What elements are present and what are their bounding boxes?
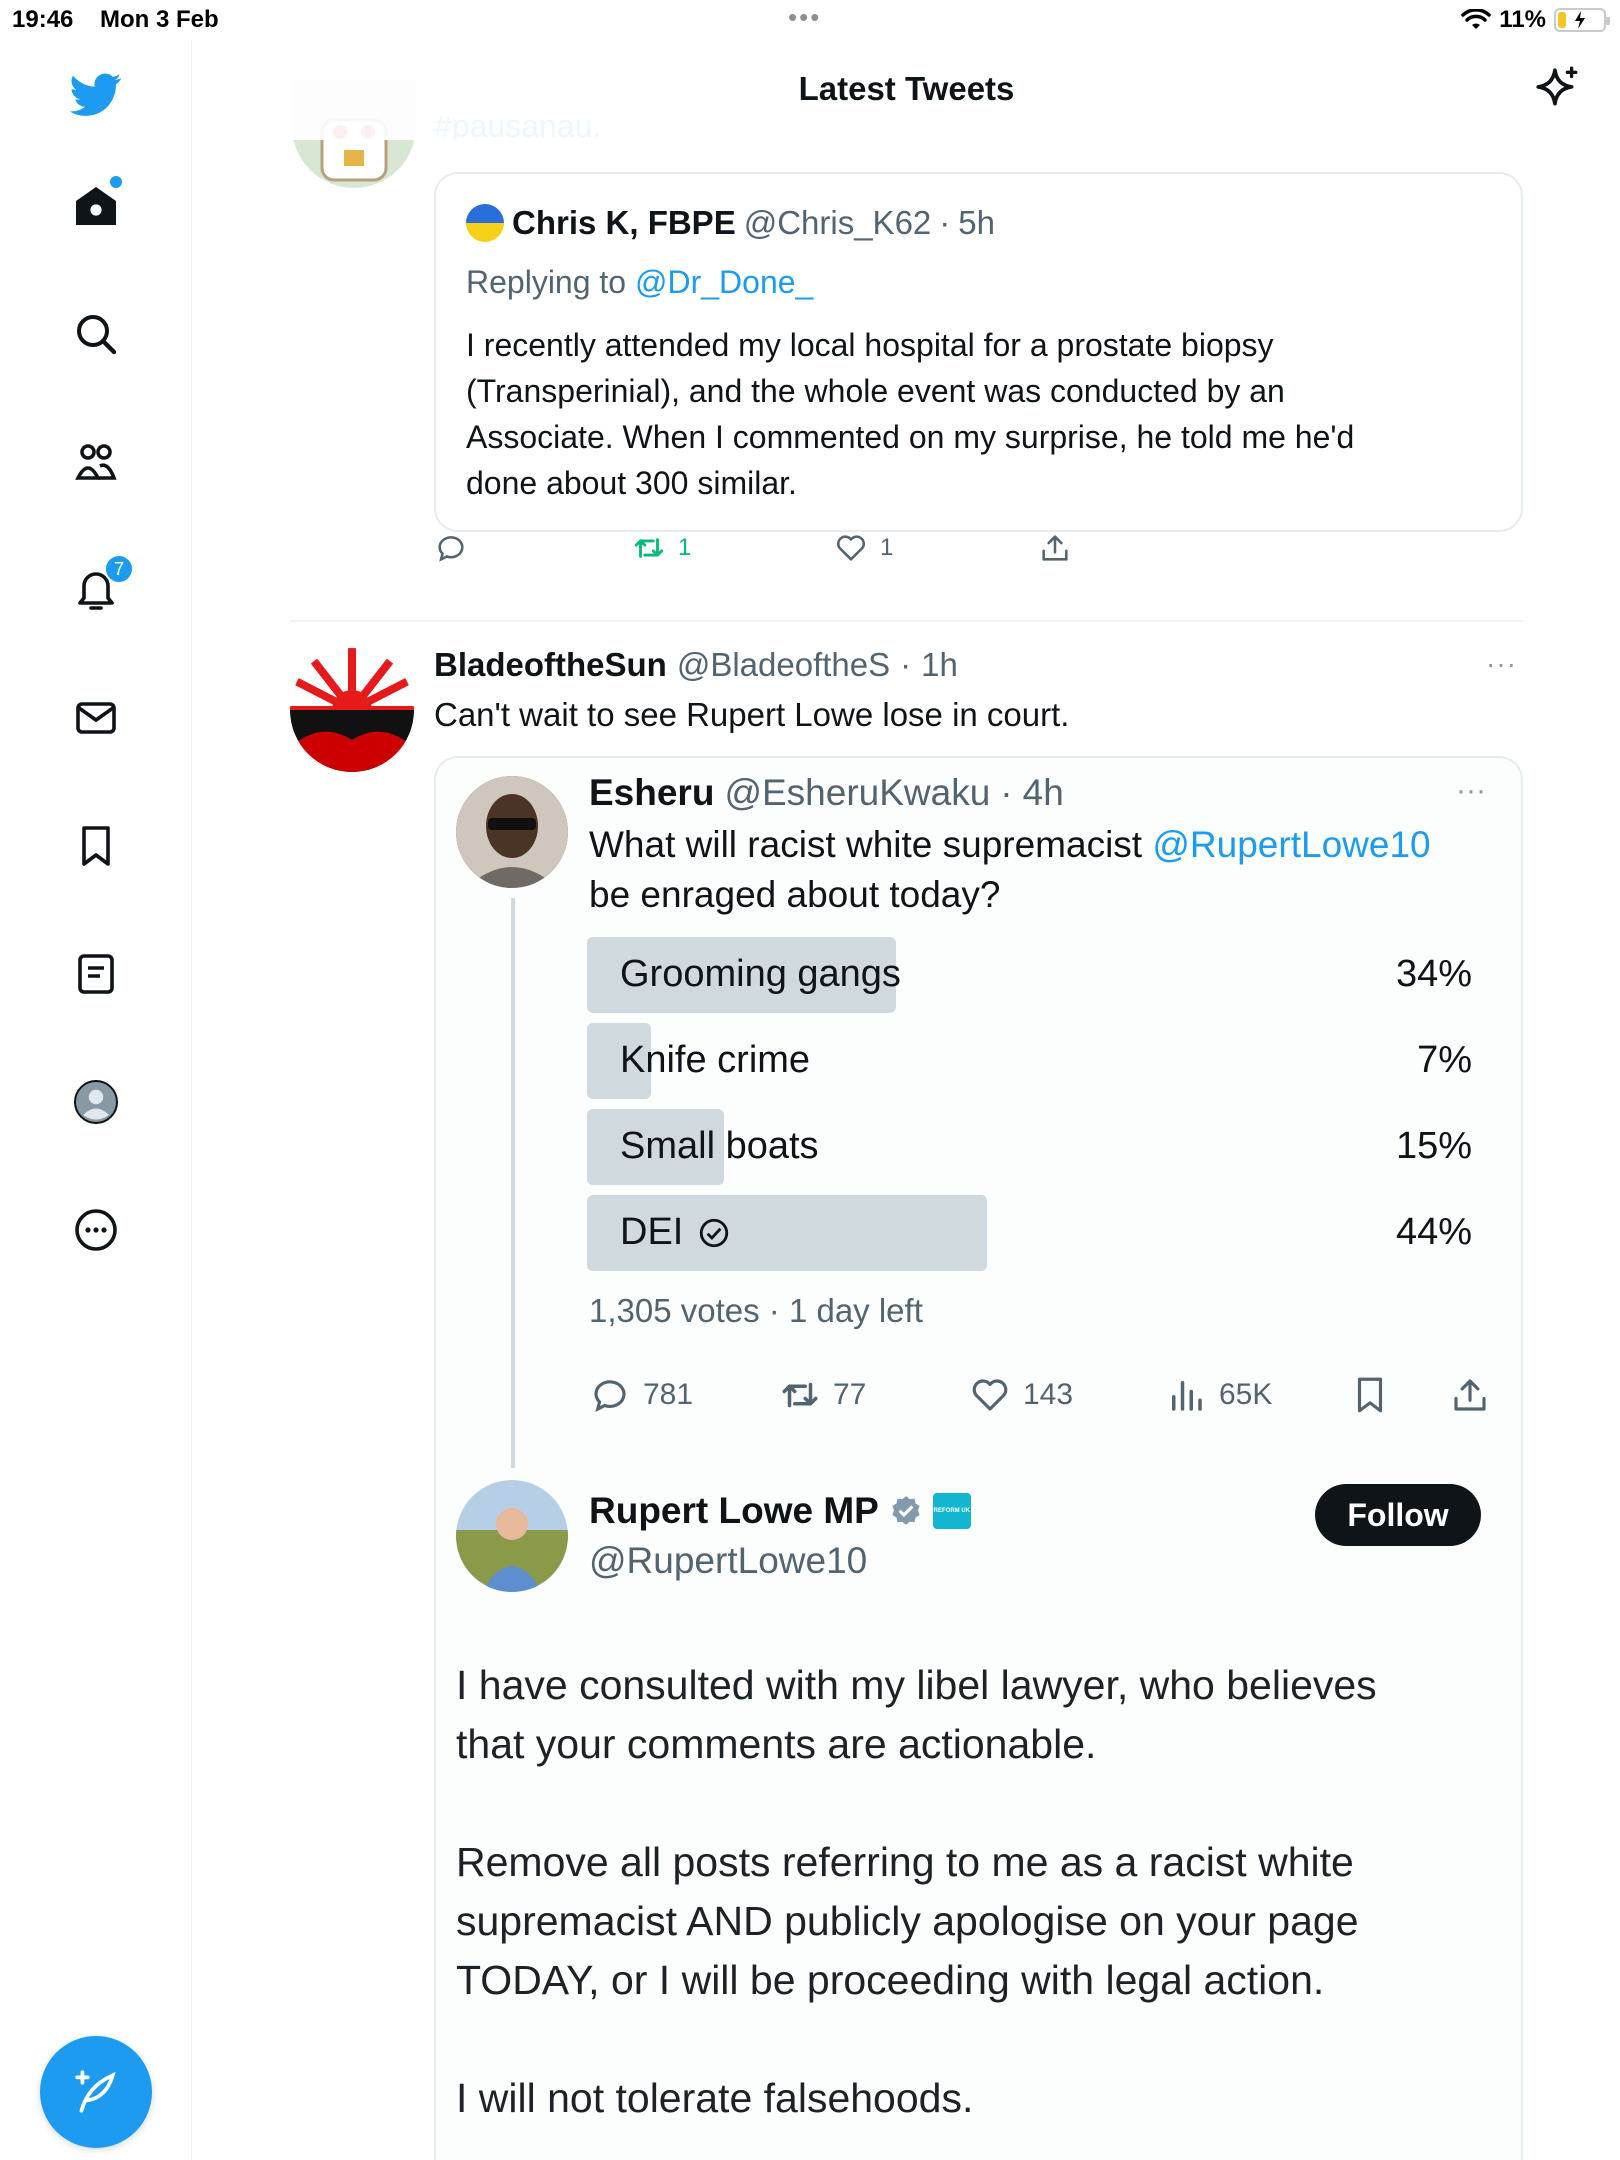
poll-option-label: Small boats (620, 1125, 819, 1167)
tweet2-author-name[interactable]: BladeoftheSun (434, 646, 667, 683)
thread-line (511, 898, 515, 1468)
poll-option-label: Knife crime (620, 1039, 811, 1081)
tweet2-header: BladeoftheSun @BladeoftheS · 1h (434, 646, 958, 683)
poll-option (587, 1195, 1472, 1271)
poll-option-percent: 15% (1395, 1125, 1472, 1167)
reply-button[interactable] (434, 531, 468, 565)
home-icon[interactable] (70, 180, 122, 232)
battery-percent: 11% (1499, 6, 1546, 33)
rupert-header (589, 1490, 971, 1532)
poll-option-percent: 44% (1395, 1211, 1472, 1253)
retweet-icon (632, 531, 666, 565)
esheru-reply: 781 (589, 1374, 693, 1416)
follow-button: Follow (1315, 1484, 1481, 1546)
home-new-dot (110, 176, 122, 188)
tweet2-time: 1h (921, 646, 958, 683)
rupert-text: I have consulted with my libel lawyer, who believes that your comments are actionable. Remove all posts referring to me as a racist white supremacist AND publicly apologise on your page TODAY, or I will be proceeding with legal action. I will not tolerate falsehoods. (456, 1662, 1377, 2121)
esheru-retweet: 77 (779, 1374, 866, 1416)
quote-body: I recently attended my local hospital for a prostate biopsy (Transperinial), and the whole event was conducted by an Associate. When I commented on my surprise, he told me he'd done about 300 similar. (466, 327, 1355, 501)
reform-uk-badge: REFORM UK (933, 1493, 971, 1529)
rupert-avatar (456, 1480, 568, 1592)
poll-option (587, 1109, 1472, 1185)
bookmark-icon (1349, 1374, 1391, 1416)
lists-icon[interactable] (70, 948, 122, 1000)
esheru-header: Esheru @EsheruKwaku · 4h (589, 772, 1064, 813)
profile-avatar-icon[interactable] (70, 1076, 122, 1128)
tweet2-more-options-icon[interactable]: ··· (1486, 648, 1517, 679)
esheru-like: 143 (969, 1374, 1073, 1416)
search-icon[interactable] (70, 308, 122, 360)
poll-option-percent: 34% (1395, 953, 1472, 995)
battery-icon (1554, 8, 1606, 32)
poll-option (587, 1023, 1472, 1099)
esheru-avatar (456, 776, 568, 888)
notifications-bell-icon[interactable] (70, 558, 124, 616)
rupert-name: Rupert Lowe MP (589, 1490, 879, 1531)
poll-option-label: Grooming gangs (620, 953, 901, 995)
reply-icon (589, 1374, 631, 1416)
retweet-button[interactable] (632, 531, 691, 565)
quote-author-handle: @Chris_K62 (743, 204, 932, 241)
page-title: Latest Tweets (798, 70, 1015, 107)
ukraine-flag-avatar-icon (466, 204, 504, 242)
esheru-text: What will racist white supremacist @RupertLowe10 be enraged about today? (589, 824, 1431, 915)
esheru-name: Esheru (589, 772, 715, 813)
status-bar (0, 0, 1620, 40)
esheru-handle: @EsheruKwaku (724, 772, 991, 813)
top-header (193, 40, 1620, 140)
twitter-logo-icon[interactable] (70, 68, 122, 120)
tweet2-author-handle[interactable]: @BladeoftheS (676, 646, 891, 683)
poll-footer: 1,305 votes · 1 day left (589, 1292, 923, 1329)
quote-author-name: Chris K, FBPE (512, 204, 736, 241)
communities-icon[interactable] (70, 436, 122, 488)
reply-icon (434, 531, 468, 565)
tweet-divider (290, 620, 1523, 622)
multitasking-dots-icon[interactable]: ••• (788, 2, 822, 32)
notifications-badge: 7 (104, 554, 134, 584)
heart-icon (834, 531, 868, 565)
more-options-icon[interactable] (70, 1204, 122, 1256)
heart-icon (969, 1374, 1011, 1416)
poll-winner-check-icon (697, 1216, 731, 1250)
replying-to-handle[interactable]: @Dr_Done_ (634, 264, 814, 300)
status-time: 19:46 (12, 6, 74, 33)
status-date: Mon 3 Feb (100, 6, 219, 33)
verified-badge-icon (889, 1494, 923, 1528)
retweet-icon (779, 1374, 821, 1416)
poll-option-percent: 7% (1417, 1039, 1472, 1081)
tweet2-text: Can't wait to see Rupert Lowe lose in court. (434, 696, 1070, 733)
poll-option (587, 937, 1472, 1013)
esheru-more-icon: ··· (1456, 774, 1486, 807)
tweet2-avatar[interactable] (290, 648, 414, 772)
status-right (1461, 6, 1606, 34)
messages-icon[interactable] (70, 692, 122, 744)
share-icon (1449, 1374, 1491, 1416)
like-button[interactable] (834, 531, 893, 565)
esheru-views: 65K (1165, 1374, 1272, 1416)
compose-feather-icon (71, 2067, 121, 2117)
esheru-time: 4h (1022, 772, 1064, 813)
sidebar (0, 40, 192, 2160)
replying-to-line: Replying to @Dr_Done_ (466, 264, 814, 300)
views-chart-icon (1165, 1374, 1207, 1416)
top-tweets-sparkle-icon[interactable] (1532, 64, 1582, 114)
wifi-icon (1461, 9, 1491, 31)
share-icon (1038, 531, 1072, 565)
quote-time: 5h (958, 204, 995, 241)
retweet-count: 1 (678, 534, 692, 561)
rupert-handle: @RupertLowe10 (589, 1540, 868, 1581)
poll-option-label: DEI (620, 1211, 684, 1253)
like-count: 1 (880, 534, 894, 561)
esheru-mention: @RupertLowe10 (1152, 824, 1431, 865)
esheru-actions (589, 1374, 1489, 1414)
compose-tweet-button[interactable] (40, 2036, 152, 2148)
tweet1-quote-card[interactable]: Chris K, FBPE @Chris_K62 · 5h Replying to @Dr_Done_ I recently attended my local hospital for a prostate biopsy (Transperinial), and the whole event was conducted by an Associate. When I commented on my surprise, he told me he'd done about 300 similar. (434, 172, 1523, 532)
bookmarks-icon[interactable] (70, 820, 122, 872)
share-button[interactable] (1038, 531, 1072, 565)
